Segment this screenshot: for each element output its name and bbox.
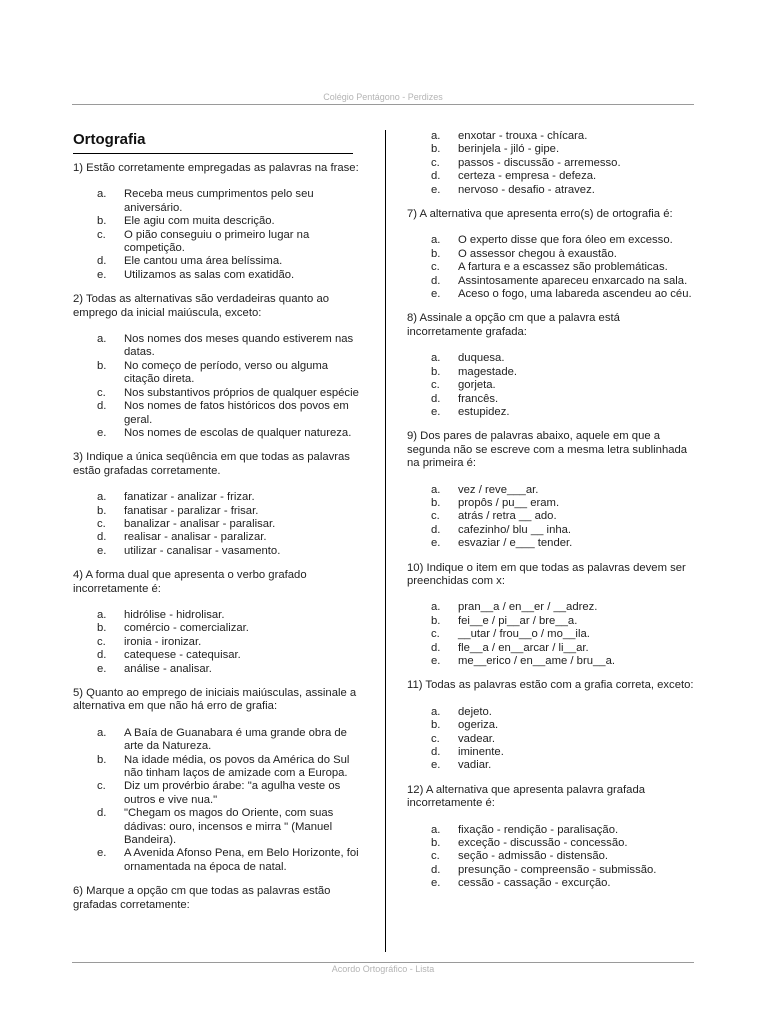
- option-item: [73, 400, 363, 427]
- option-text: O assessor chegou à exaustão.: [458, 247, 617, 260]
- option-text: fixação - rendição - paralisação.: [458, 823, 619, 836]
- option-list: [73, 609, 363, 676]
- option-letter: e.: [97, 662, 107, 675]
- option-letter: d.: [431, 863, 441, 876]
- option-letter: c.: [97, 635, 106, 648]
- option-text: "Chegam os magos do Oriente, com suas dádivas: ouro, incensos e mirra " (Manuel Bandeira).: [124, 807, 334, 847]
- option-text: certeza - empresa - defeza.: [458, 170, 597, 183]
- option-item: [73, 780, 363, 807]
- option-text: Nos nomes dos meses quando estiverem nas datas.: [124, 333, 354, 359]
- option-list: [73, 491, 363, 558]
- option-text: análise - analisar.: [124, 662, 212, 675]
- page-footer: Acordo Ortográfico - Lista: [72, 962, 694, 975]
- option-letter: d.: [431, 392, 441, 405]
- section-title: Ortografia: [73, 130, 353, 154]
- option-text: pran__a / en__er / __adrez.: [458, 601, 598, 614]
- option-item: [407, 642, 694, 655]
- question-text: 2) Todas as alternativas são verdadeiras quanto ao emprego da inicial maiúscula, exceto:: [73, 293, 330, 319]
- option-item: [407, 261, 694, 274]
- option-letter: c.: [97, 228, 106, 241]
- option-text: Na idade média, os povos da América do Sul não tinham laços de amizade com a Europa.: [124, 753, 350, 780]
- option-item: [407, 143, 694, 156]
- option-letter: c.: [431, 628, 440, 641]
- question-text: 6) Marque a opção cm que todas as palavras estão grafadas corretamente:: [73, 885, 331, 911]
- option-letter: e.: [431, 655, 441, 667]
- option-item: [73, 622, 363, 635]
- option-letter: c.: [97, 517, 106, 530]
- question: [407, 784, 694, 891]
- option-item: [73, 636, 363, 649]
- option-letter: d.: [431, 274, 441, 287]
- option-letter: c.: [431, 156, 440, 169]
- option-letter: e.: [431, 759, 441, 772]
- option-item: [407, 850, 694, 863]
- option-letter: d.: [431, 170, 441, 183]
- option-text: Nos substantivos próprios de qualquer espécie: [124, 386, 359, 399]
- left-column: [73, 130, 363, 925]
- question: [73, 162, 363, 282]
- option-item: [407, 184, 694, 197]
- option-item: [73, 229, 363, 256]
- option-item: [407, 510, 694, 523]
- option-letter: a.: [431, 823, 441, 836]
- option-item: [73, 609, 363, 622]
- option-text: me__erico / en__ame / bru__a.: [458, 655, 615, 667]
- question-text: 4) A forma dual que apresenta o verbo grafado incorretamente é:: [73, 569, 307, 595]
- option-letter: e.: [97, 544, 107, 557]
- question: [407, 430, 694, 550]
- option-text: Receba meus cumprimentos pelo seu aniversário.: [124, 188, 314, 214]
- option-text: exceção - discussão - concessão.: [458, 837, 628, 850]
- option-item: [73, 333, 363, 360]
- option-item: [407, 497, 694, 510]
- question-text: 12) A alternativa que apresenta palavra grafada incorretamente é:: [407, 783, 646, 810]
- question: [73, 687, 363, 874]
- option-text: A Baía de Guanabara é uma grande obra de arte da Natureza.: [124, 726, 347, 753]
- option-list: [407, 706, 694, 773]
- option-item: [73, 531, 363, 544]
- option-item: [407, 719, 694, 732]
- option-letter: b.: [431, 143, 441, 156]
- option-letter: c.: [431, 850, 440, 863]
- option-letter: b.: [431, 496, 441, 509]
- option-letter: e.: [431, 183, 441, 196]
- option-letter: d.: [431, 641, 441, 654]
- option-text: utilizar - canalisar - vasamento.: [124, 544, 281, 557]
- option-item: [407, 628, 694, 641]
- option-letter: d.: [97, 400, 107, 413]
- question-text: 8) Assinale a opção cm que a palavra está incorretamente grafada:: [407, 312, 620, 338]
- option-letter: b.: [97, 753, 107, 766]
- option-letter: c.: [431, 261, 440, 274]
- option-letter: c.: [431, 379, 440, 392]
- option-item: [73, 518, 363, 531]
- option-text: esvaziar / e___ tender.: [458, 537, 573, 550]
- option-letter: a.: [97, 726, 107, 739]
- option-item: [407, 170, 694, 183]
- option-letter: a.: [431, 601, 441, 614]
- option-item: [407, 352, 694, 365]
- option-item: [407, 877, 694, 890]
- option-text: nervoso - desafio - atravez.: [458, 183, 595, 196]
- option-text: passos - discussão - arremesso.: [458, 156, 621, 169]
- question-text: 9) Dos pares de palavras abaixo, aquele em que a segunda não se escreve com a mesma letra sublinhada na primeira é:: [407, 430, 688, 470]
- option-letter: b.: [97, 359, 107, 372]
- option-item: [73, 649, 363, 662]
- option-letter: b.: [431, 247, 441, 260]
- question-text: 7) A alternativa que apresenta erro(s) de ortografia é:: [407, 208, 673, 221]
- option-item: [407, 288, 694, 301]
- question: [73, 885, 363, 912]
- option-letter: e.: [431, 877, 441, 890]
- option-text: ironia - ironizar.: [124, 635, 202, 648]
- option-text: Nos nomes de fatos históricos dos povos em geral.: [124, 400, 349, 426]
- option-item: [73, 427, 363, 440]
- option-text: No começo de período, verso ou alguma citação direta.: [124, 359, 329, 386]
- question-text: 10) Indique o item em que todas as palavras devem ser preenchidas com x:: [407, 561, 686, 587]
- option-letter: a.: [431, 352, 441, 365]
- option-text: estupidez.: [458, 405, 510, 418]
- option-item: [407, 248, 694, 261]
- option-letter: b.: [431, 837, 441, 850]
- option-letter: a.: [97, 491, 107, 504]
- question: [73, 569, 363, 676]
- question: [407, 130, 694, 197]
- question: [407, 208, 694, 301]
- option-text: fanatisar - paralizar - frisar.: [124, 504, 259, 517]
- option-text: comércio - comercializar.: [124, 622, 249, 635]
- option-item: [407, 759, 694, 772]
- option-text: Utilizamos as salas com exatidão.: [124, 268, 295, 281]
- option-letter: e.: [97, 847, 107, 860]
- option-item: [73, 807, 363, 847]
- option-item: [407, 157, 694, 170]
- option-text: A fartura e a escassez são problemáticas.: [458, 261, 668, 274]
- question: [407, 562, 694, 669]
- option-item: [73, 727, 363, 754]
- option-text: __utar / frou__o / mo__ila.: [458, 628, 590, 641]
- option-text: fei__e / pi__ar / bre__a.: [458, 614, 578, 627]
- right-column: [407, 130, 694, 902]
- option-letter: d.: [431, 523, 441, 536]
- option-list: [73, 333, 363, 440]
- option-item: [407, 537, 694, 550]
- option-item: [73, 387, 363, 400]
- option-letter: d.: [97, 649, 107, 662]
- option-text: fanatizar - analizar - frizar.: [124, 491, 255, 504]
- question: [73, 293, 363, 440]
- option-list: [407, 352, 694, 419]
- question: [407, 679, 694, 772]
- option-text: catequese - catequisar.: [124, 649, 241, 662]
- option-item: [73, 663, 363, 676]
- option-text: cessão - cassação - excurção.: [458, 877, 611, 890]
- question-text: 3) Indique a única seqüência em que todas as palavras estão grafadas corretamente.: [73, 451, 350, 477]
- option-item: [407, 733, 694, 746]
- option-text: banalizar - analisar - paralisar.: [124, 517, 276, 530]
- option-letter: a.: [431, 234, 441, 247]
- option-letter: e.: [431, 405, 441, 418]
- option-text: iminente.: [458, 746, 504, 759]
- column-divider: [385, 130, 386, 952]
- option-item: [407, 524, 694, 537]
- option-text: Assintosamente apareceu enxarcado na sala.: [458, 274, 688, 287]
- option-item: [407, 406, 694, 419]
- option-item: [407, 130, 694, 143]
- option-text: berinjela - jiló - gipe.: [458, 143, 560, 156]
- option-item: [407, 393, 694, 406]
- option-letter: e.: [431, 537, 441, 550]
- option-item: [73, 491, 363, 504]
- option-item: [407, 366, 694, 379]
- option-letter: b.: [431, 365, 441, 378]
- option-letter: d.: [97, 531, 107, 544]
- option-text: francês.: [458, 392, 499, 405]
- question-text: 1) Estão corretamente empregadas as palavras na frase:: [73, 162, 359, 174]
- option-text: Ele agiu com muita descrição.: [124, 215, 275, 228]
- option-text: presunção - compreensão - submissão.: [458, 863, 657, 876]
- option-text: cafezinho/ blu __ inha.: [458, 523, 572, 536]
- option-letter: c.: [97, 386, 106, 399]
- option-list: [73, 188, 363, 282]
- option-letter: e.: [97, 268, 107, 281]
- option-letter: a.: [97, 188, 107, 201]
- option-item: [407, 655, 694, 668]
- option-item: [407, 706, 694, 719]
- option-letter: c.: [97, 780, 106, 793]
- option-letter: c.: [431, 510, 440, 523]
- option-text: Diz um provérbio árabe: "a agulha veste os outros e vive nua.": [124, 780, 341, 806]
- option-text: vadiar.: [458, 759, 492, 772]
- option-text: fle__a / en__arcar / li__ar.: [458, 641, 589, 654]
- option-text: hidrólise - hidrolisar.: [124, 608, 225, 621]
- option-list: [407, 484, 694, 551]
- option-letter: b.: [431, 614, 441, 627]
- option-item: [407, 275, 694, 288]
- option-text: vadear.: [458, 732, 496, 745]
- option-item: [73, 505, 363, 518]
- option-letter: b.: [97, 622, 107, 635]
- question: [73, 451, 363, 558]
- option-text: magestade.: [458, 365, 518, 378]
- option-list: [407, 234, 694, 301]
- question-text: 11) Todas as palavras estão com a grafia correta, exceto:: [407, 679, 694, 692]
- option-letter: a.: [97, 608, 107, 621]
- option-item: [73, 754, 363, 781]
- option-text: dejeto.: [458, 705, 492, 718]
- option-letter: e.: [431, 288, 441, 301]
- option-letter: e.: [97, 426, 107, 439]
- option-text: realisar - analisar - paralizar.: [124, 531, 267, 544]
- option-list: [407, 130, 694, 197]
- option-letter: c.: [431, 732, 440, 745]
- option-text: Nos nomes de escolas de qualquer natureza.: [124, 426, 352, 439]
- option-text: Aceso o fogo, uma labareda ascendeu ao céu.: [458, 288, 692, 301]
- option-letter: a.: [97, 333, 107, 346]
- left-question-list: [73, 162, 363, 912]
- question-text: 5) Quanto ao emprego de iniciais maiúsculas, assinale a alternativa em que não há erro de grafia:: [73, 687, 357, 713]
- option-letter: d.: [97, 807, 107, 820]
- page-header: Colégio Pentágono - Perdizes: [72, 92, 694, 105]
- option-letter: a.: [431, 130, 441, 142]
- option-letter: a.: [431, 705, 441, 718]
- option-text: gorjeta.: [458, 379, 496, 392]
- option-item: [407, 484, 694, 497]
- option-text: vez / reve___ar.: [458, 483, 539, 496]
- option-item: [73, 215, 363, 228]
- option-item: [73, 545, 363, 558]
- option-text: ogeriza.: [458, 719, 499, 732]
- option-text: O pião conseguiu o primeiro lugar na competição.: [124, 228, 310, 255]
- option-text: O experto disse que fora óleo em excesso.: [458, 234, 673, 247]
- option-text: A Avenida Afonso Pena, em Belo Horizonte, foi ornamentada na época de natal.: [124, 847, 359, 873]
- option-item: [407, 837, 694, 850]
- option-text: seção - admissão - distensão.: [458, 850, 609, 863]
- option-item: [407, 615, 694, 628]
- option-letter: b.: [97, 504, 107, 517]
- option-text: Ele cantou uma área belíssima.: [124, 255, 283, 268]
- option-item: [73, 188, 363, 215]
- option-item: [407, 601, 694, 614]
- option-item: [73, 269, 363, 282]
- option-letter: a.: [431, 483, 441, 496]
- option-item: [73, 847, 363, 874]
- option-list: [73, 727, 363, 874]
- option-letter: b.: [97, 215, 107, 228]
- option-text: enxotar - trouxa - chícara.: [458, 130, 588, 142]
- option-item: [407, 234, 694, 247]
- option-letter: d.: [97, 255, 107, 268]
- option-letter: b.: [431, 719, 441, 732]
- question: [407, 312, 694, 419]
- option-text: atrás / retra __ ado.: [458, 510, 557, 523]
- option-item: [73, 255, 363, 268]
- option-letter: d.: [431, 746, 441, 759]
- option-text: duquesa.: [458, 352, 505, 365]
- option-item: [73, 360, 363, 387]
- option-list: [407, 824, 694, 891]
- option-text: propôs / pu__ eram.: [458, 496, 560, 509]
- right-question-list: [407, 130, 694, 891]
- option-item: [407, 824, 694, 837]
- option-item: [407, 379, 694, 392]
- option-item: [407, 746, 694, 759]
- option-list: [407, 601, 694, 668]
- option-item: [407, 864, 694, 877]
